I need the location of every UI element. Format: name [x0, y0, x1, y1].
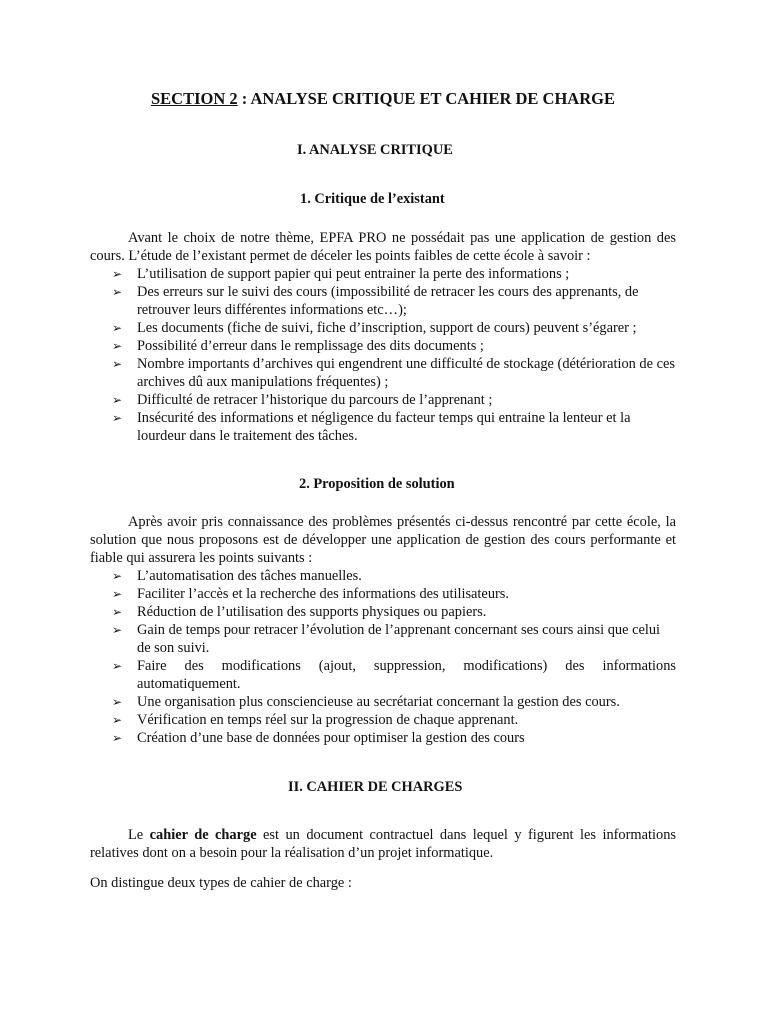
arrow-bullet-icon: ➢	[112, 321, 123, 335]
heading-proposition-solution: 2. Proposition de solution	[299, 476, 455, 492]
list-item: ➢ Réduction de l’utilisation des supports physiques ou papiers.	[112, 604, 487, 620]
section-number: SECTION 2	[151, 89, 238, 108]
list-item: ➢ L’utilisation de support papier qui peut entrainer la perte des informations ;	[112, 266, 570, 282]
list-item: ➢ Vérification en temps réel sur la progression de chaque apprenant.	[112, 712, 519, 728]
cahier-types-text: On distingue deux types de cahier de charge :	[90, 875, 352, 891]
cahier-section	[90, 826, 676, 862]
proposition-list	[90, 567, 676, 747]
arrow-bullet-icon: ➢	[112, 623, 123, 637]
list-item: ➢ Possibilité d’erreur dans le remplissage des dits documents ;	[112, 338, 484, 354]
arrow-bullet-icon: ➢	[112, 411, 123, 425]
proposition-intro: Après avoir pris connaissance des problèmes présentés ci-dessus rencontré par cette école, la solution que nous proposons est de développer une application de gestion des cours performante et fiable qui assurera les points suivants :	[90, 514, 676, 566]
arrow-bullet-icon: ➢	[112, 267, 123, 281]
list-item: ➢ Insécurité des informations et négligence du facteur temps qui entraine la lenteur et la lourdeur dans le traitement des tâches.	[112, 410, 631, 444]
heading-cahier-de-charges: II. CAHIER DE CHARGES	[288, 779, 463, 795]
arrow-bullet-icon: ➢	[112, 357, 123, 371]
list-item: ➢ Gain de temps pour retracer l’évolution de l’apprenant concernant ses cours ainsi que celui de son suivi.	[112, 622, 661, 656]
arrow-bullet-icon: ➢	[112, 587, 123, 601]
section-title-text: : ANALYSE CRITIQUE ET CAHIER DE CHARGE	[237, 89, 615, 108]
arrow-bullet-icon: ➢	[112, 339, 123, 353]
list-item: ➢ L’automatisation des tâches manuelles.	[112, 568, 362, 584]
critique-list	[90, 265, 676, 445]
arrow-bullet-icon: ➢	[112, 605, 123, 619]
critique-section	[90, 229, 676, 445]
arrow-bullet-icon: ➢	[112, 285, 123, 299]
list-item: ➢ Difficulté de retracer l’historique du parcours de l’apprenant ;	[112, 392, 493, 408]
list-item: ➢ Des erreurs sur le suivi des cours (impossibilité de retracer les cours des apprenants, de retrouver leurs différentes informations etc…);	[112, 284, 639, 318]
cahier-types	[90, 874, 676, 892]
section-title	[151, 89, 615, 109]
cahier-paragraph: Le cahier de charge est un document contractuel dans lequel y figurent les informations relatives dont on a besoin pour la réalisation d’un projet informatique.	[90, 827, 676, 861]
list-item: ➢ Les documents (fiche de suivi, fiche d’inscription, support de cours) peuvent s’égarer ;	[112, 320, 637, 336]
proposition-section	[90, 513, 676, 747]
list-item: ➢ Faire des modifications (ajout, suppression, modifications) des informations automatiquement.	[112, 658, 676, 692]
arrow-bullet-icon: ➢	[112, 695, 123, 709]
arrow-bullet-icon: ➢	[112, 713, 123, 727]
arrow-bullet-icon: ➢	[112, 659, 123, 673]
list-item: ➢ Nombre importants d’archives qui engendrent une difficulté de stockage (détérioration de ces archives dû aux manipulations fréquentes) ;	[112, 356, 675, 390]
cahier-term: cahier de charge	[149, 827, 257, 843]
heading-critique-existant: 1. Critique de l’existant	[300, 191, 445, 207]
heading-analyse-critique: I. ANALYSE CRITIQUE	[297, 142, 453, 158]
list-item: ➢ Une organisation plus consciencieuse au secrétariat concernant la gestion des cours.	[112, 694, 620, 710]
arrow-bullet-icon: ➢	[112, 393, 123, 407]
critique-intro: Avant le choix de notre thème, EPFA PRO ne possédait pas une application de gestion des cours. L’étude de l’existant permet de déceler les points faibles de cette école à savoir :	[90, 230, 676, 264]
arrow-bullet-icon: ➢	[112, 731, 123, 745]
list-item: ➢ Faciliter l’accès et la recherche des informations des utilisateurs.	[112, 586, 510, 602]
list-item: ➢ Création d’une base de données pour optimiser la gestion des cours	[112, 730, 525, 746]
arrow-bullet-icon: ➢	[112, 569, 123, 583]
